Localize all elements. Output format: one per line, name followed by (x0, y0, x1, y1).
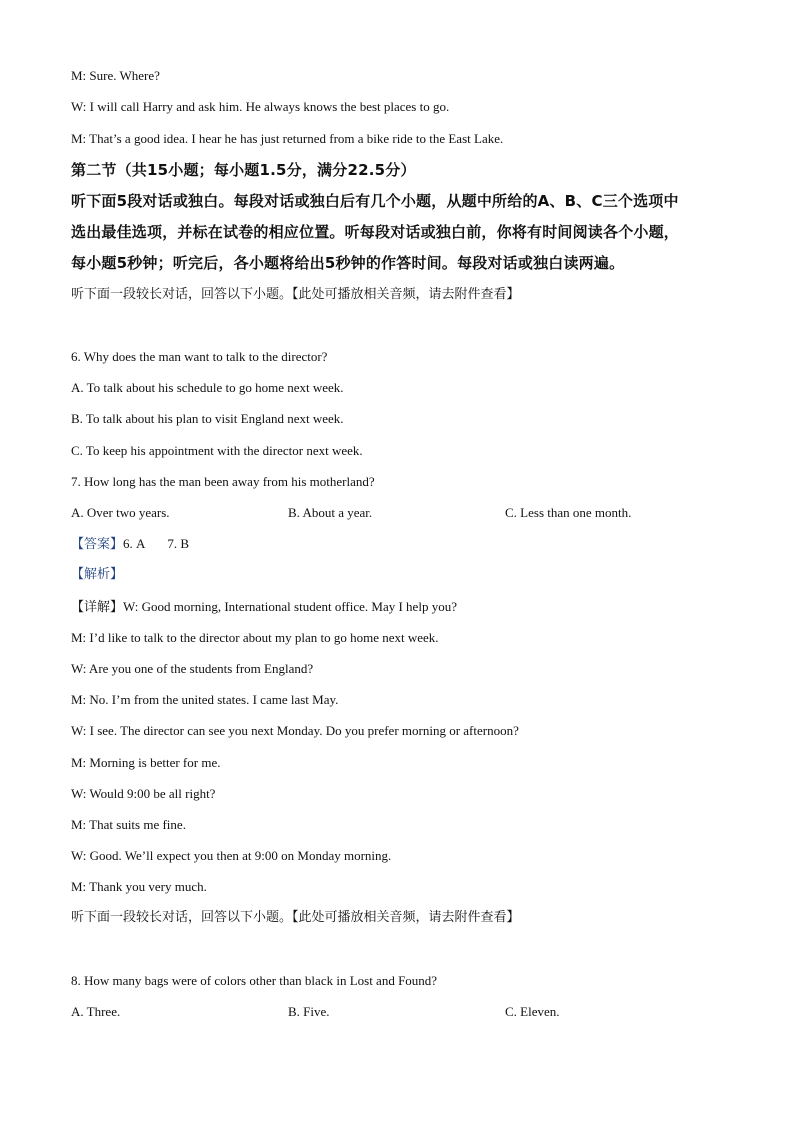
q7-option-a: A. Over two years. (71, 505, 170, 520)
instruction-line: 每小题5秒钟；听完后，各小题将给出5秒钟的作答时间。每段对话或独白读两遍。 (71, 254, 625, 272)
dialogue-line: W: Are you one of the students from England? (71, 661, 314, 676)
q7-option-b: B. About a year. (288, 505, 373, 520)
q7-option-c: C. Less than one month. (505, 505, 632, 520)
dialogue-line: M: Thank you very much. (71, 879, 207, 894)
dialogue-line: W: Good. We’ll expect you then at 9:00 on Monday morning. (71, 848, 392, 863)
question-7: 7. How long has the man been away from his motherland? (71, 474, 375, 489)
dialogue-line: W: I will call Harry and ask him. He always knows the best places to go. (71, 99, 450, 114)
detail-first-line (71, 599, 457, 616)
dialogue-line: M: I’d like to talk to the director about my plan to go home next week. (71, 630, 439, 645)
instruction-line: 听下面5段对话或独白。每段对话或独白后有几个小题，从题中所给的A、B、C三个选项中 (71, 192, 679, 210)
q8-option-c: C. Eleven. (505, 1004, 560, 1019)
question-6: 6. Why does the man want to talk to the director? (71, 349, 328, 364)
section-heading: 第二节（共15小题；每小题1.5分，满分22.5分） (71, 161, 416, 179)
dialogue-line: W: I see. The director can see you next Monday. Do you prefer morning or afternoon? (71, 723, 519, 738)
dialogue-line: M: Morning is better for me. (71, 755, 221, 770)
q8-option-b: B. Five. (288, 1004, 330, 1019)
dialogue-line: M: Sure. Where? (71, 68, 160, 83)
dialogue-line: M: That’s a good idea. I hear he has just returned from a bike ride to the East Lake. (71, 131, 504, 146)
dialogue-line: W: Good morning, International student office. May I help you? (123, 599, 457, 614)
answer-7: 7. B (167, 536, 190, 551)
q8-option-a: A. Three. (71, 1004, 121, 1019)
answer-label: 【答案】 (71, 537, 124, 552)
dialogue-line: M: That suits me fine. (71, 817, 186, 832)
question-8: 8. How many bags were of colors other than black in Lost and Found? (71, 973, 438, 988)
instruction-line: 选出最佳选项，并标在试卷的相应位置。听每段对话或独白前，你将有时间阅读各个小题， (71, 223, 680, 241)
q6-option-c: C. To keep his appointment with the director next week. (71, 443, 363, 458)
dialogue-line: M: No. I’m from the united states. I came last May. (71, 692, 339, 707)
detail-label: 【详解】 (71, 600, 124, 615)
answer-line (71, 536, 189, 553)
q6-option-b: B. To talk about his plan to visit England next week. (71, 411, 344, 426)
dialogue-line: W: Would 9:00 be all right? (71, 786, 216, 801)
listen-prompt: 听下面一段较长对话，回答以下小题。【此处可播放相关音频，请去附件查看】 (71, 287, 520, 302)
q6-option-a: A. To talk about his schedule to go home next week. (71, 380, 344, 395)
listen-prompt: 听下面一段较长对话，回答以下小题。【此处可播放相关音频，请去附件查看】 (71, 910, 520, 925)
analysis-label: 【解析】 (71, 567, 124, 582)
answer-6: 6. A (123, 536, 146, 551)
